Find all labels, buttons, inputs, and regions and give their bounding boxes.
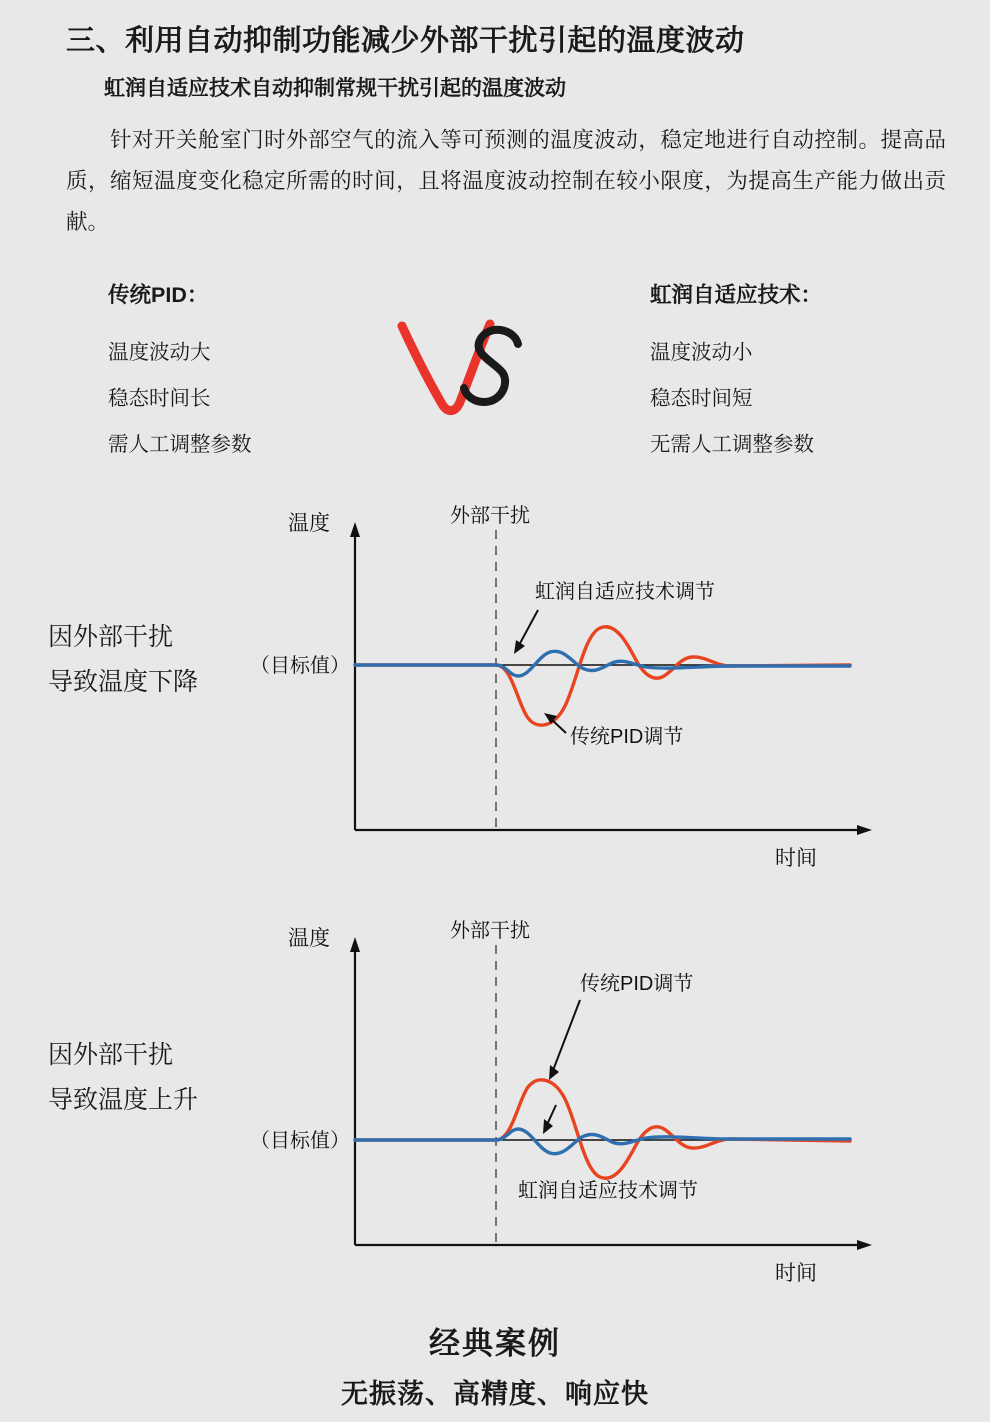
disturbance-label: 外部干扰 — [450, 920, 530, 942]
chart-side-label-line: 因外部干扰 — [48, 623, 174, 651]
intro-paragraph: 针对开关舱室门时外部空气的流入等可预测的温度波动，稳定地进行自动控制。提高品质，缩短温度变化稳定所需的时间，且将温度波动控制在较小限度，为提高生产能力做出贡献。 — [66, 128, 946, 234]
disturbance-label: 外部干扰 — [450, 505, 530, 527]
series-traditional-pid — [355, 627, 850, 725]
chart-side-label — [48, 1033, 198, 1123]
chart-side-label-line: 导致温度下降 — [48, 668, 199, 696]
y-axis-label: 温度 — [288, 512, 330, 535]
callout-pid-label: 传统PID调节 — [580, 973, 694, 995]
y-axis-arrow — [350, 522, 360, 537]
list-item: 温度波动小 — [650, 341, 753, 364]
list-item: 无需人工调整参数 — [650, 433, 814, 456]
series-traditional-pid — [355, 1080, 850, 1178]
series-adaptive — [355, 651, 850, 676]
callout-arrow-top-head — [514, 640, 525, 654]
comparison-right-list — [650, 330, 814, 468]
y-axis-arrow — [350, 937, 360, 952]
x-axis-arrow — [857, 1240, 872, 1250]
target-value-label: （目标值） — [250, 1130, 350, 1152]
chart-drawing — [250, 500, 910, 880]
x-axis-label: 时间 — [775, 1262, 817, 1285]
callout-adaptive-label: 虹润自适应技术调节 — [518, 1180, 698, 1202]
vs-graphic — [396, 318, 526, 418]
comparison-right-title: 虹润自适应技术： — [650, 283, 823, 307]
list-item: 温度波动大 — [108, 341, 211, 364]
y-axis-label: 温度 — [288, 927, 330, 950]
callout-arrow-top — [552, 1000, 580, 1073]
list-item: 需人工调整参数 — [108, 433, 252, 456]
chart-drawing — [250, 915, 910, 1295]
footer-subtitle: 无振荡、高精度、响应快 — [341, 1379, 649, 1409]
chart-side-label-line: 导致温度上升 — [48, 1086, 199, 1114]
callout-arrow-top — [518, 610, 538, 647]
chart-side-label — [48, 615, 198, 705]
chart-side-label-line: 因外部干扰 — [48, 1041, 174, 1069]
page-subtitle: 虹润自适应技术自动抑制常规干扰引起的温度波动 — [104, 77, 566, 100]
comparison-left-list — [108, 330, 252, 468]
page-title: 三、利用自动抑制功能减少外部干扰引起的温度波动 — [66, 25, 745, 57]
callout-pid-label: 传统PID调节 — [570, 726, 684, 748]
list-item: 稳态时间长 — [108, 387, 211, 410]
x-axis-arrow — [857, 825, 872, 835]
callout-adaptive-label: 虹润自适应技术调节 — [535, 581, 715, 603]
target-value-label: （目标值） — [250, 655, 350, 677]
list-item: 稳态时间短 — [650, 387, 753, 410]
footer-title: 经典案例 — [429, 1326, 561, 1361]
comparison-left-title: 传统PID： — [108, 283, 209, 307]
x-axis-label: 时间 — [775, 847, 817, 870]
